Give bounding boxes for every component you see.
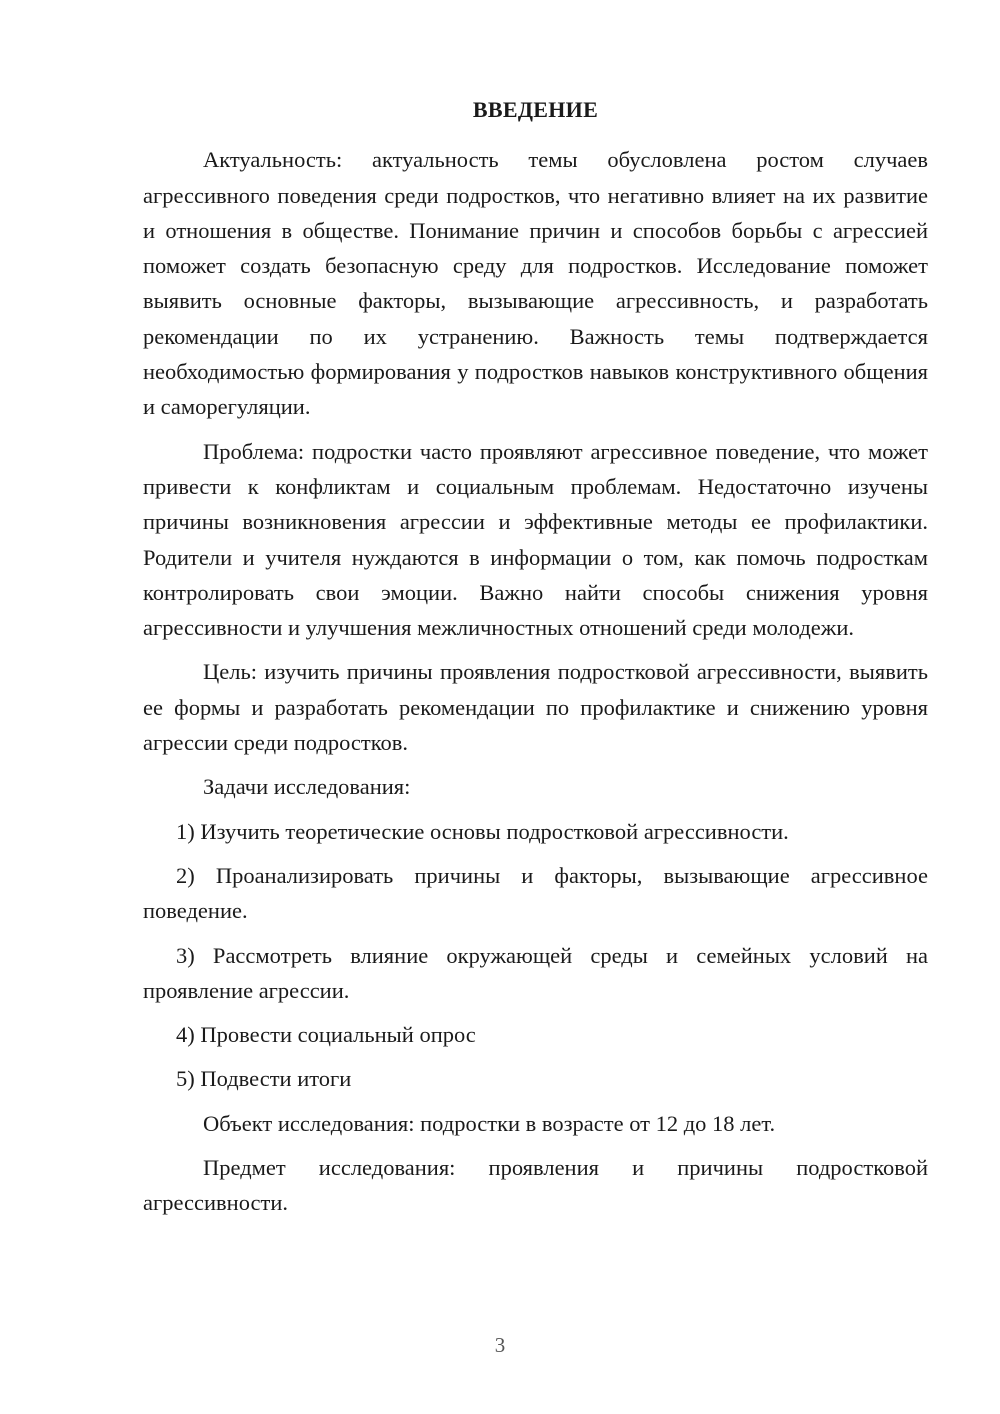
document-page <box>143 92 928 1230</box>
tasks-heading: Задачи исследования: <box>203 774 411 800</box>
goal-paragraph: Цель: изучить причины проявления подростковой агрессивности, выявить ее формы и разработать рекомендации по профилактике и снижению уровня агрессии среди подростков. <box>143 659 928 756</box>
problem-paragraph: Проблема: подростки часто проявляют агрессивное поведение, что может привести к конфликтам и социальным проблемам. Недостаточно изучены причины возникновения агрессии и эффективные методы ее профилактики. Родители и учителя нуждаются в информации о том, как помочь подросткам контролировать свои эмоции. Важно найти способы снижения уровня агрессивности и улучшения межличностных отношений среди молодежи. <box>143 438 928 641</box>
task-item-5: 5) Подвести итоги <box>176 1066 352 1092</box>
section-title: ВВЕДЕНИЕ <box>472 97 599 122</box>
object-paragraph: Объект исследования: подростки в возрасте от 12 до 18 лет. <box>203 1110 776 1136</box>
task-item-4: 4) Провести социальный опрос <box>176 1022 476 1048</box>
task-item-2: 2) Проанализировать причины и факторы, вызывающие агрессивное поведение. <box>143 862 928 924</box>
relevance-paragraph: Актуальность: актуальность темы обусловлена ростом случаев агрессивного поведения среди подростков, что негативно влияет на их развитие и отношения в обществе. Понимание причин и способов борьбы с агрессией поможет создать безопасную среду для подростков. Исследование поможет выявить основные факторы, вызывающие агрессивность, и разработать рекомендации по их устранению. Важность темы подтверждается необходимостью формирования у подростков навыков конструктивного общения и саморегуляции. <box>143 147 928 420</box>
page-number: 3 <box>494 1333 506 1357</box>
task-item-1: 1) Изучить теоретические основы подростковой агрессивности. <box>176 818 789 844</box>
subject-paragraph: Предмет исследования: проявления и причины подростковой агрессивности. <box>143 1155 928 1216</box>
task-item-3: 3) Рассмотреть влияние окружающей среды и семейных условий на проявление агрессии. <box>143 942 928 1003</box>
